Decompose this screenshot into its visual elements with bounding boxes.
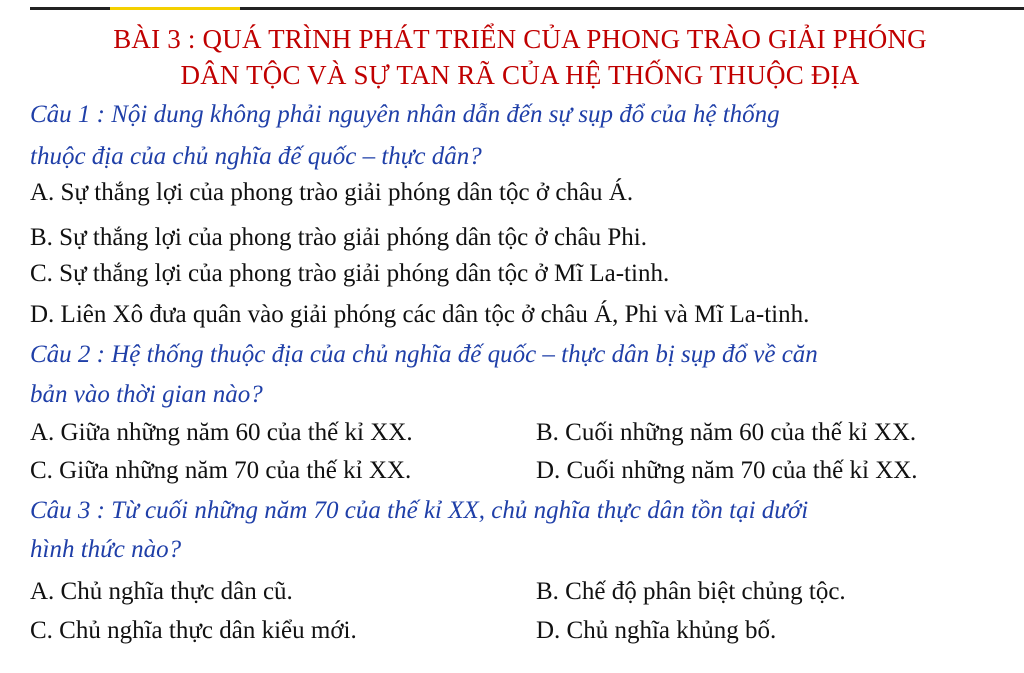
question-3-option-a: A. Chủ nghĩa thực dân cũ.	[30, 578, 293, 605]
question-3-option-b: B. Chế độ phân biệt chủng tộc.	[536, 578, 846, 605]
question-3-option-c: C. Chủ nghĩa thực dân kiểu mới.	[30, 617, 357, 644]
question-2-option-a: A. Giữa những năm 60 của thế kỉ XX.	[30, 419, 413, 446]
question-3-line1: Câu 3 : Từ cuối những năm 70 của thế kỉ XX, chủ nghĩa thực dân tồn tại dưới	[30, 497, 809, 524]
lesson-title-line2: DÂN TỘC VÀ SỰ TAN RÃ CỦA HỆ THỐNG THUỘC ĐỊA	[180, 60, 860, 90]
question-1-option-d: D. Liên Xô đưa quân vào giải phóng các dân tộc ở châu Á, Phi và Mĩ La-tinh.	[30, 301, 810, 328]
question-1-option-a: A. Sự thắng lợi của phong trào giải phóng dân tộc ở châu Á.	[30, 179, 634, 206]
question-1-line2: thuộc địa của chủ nghĩa đế quốc – thực dân?	[30, 143, 482, 170]
lesson-title-line1: BÀI 3 : QUÁ TRÌNH PHÁT TRIỂN CỦA PHONG TRÀO GIẢI PHÓNG	[113, 24, 927, 54]
question-1-option-b: B. Sự thắng lợi của phong trào giải phóng dân tộc ở châu Phi.	[30, 224, 647, 251]
question-1-line1: Câu 1 : Nội dung không phải nguyên nhân dẫn đến sự sụp đổ của hệ thống	[30, 101, 780, 128]
top-divider-accent	[110, 7, 240, 10]
question-3-option-d: D. Chủ nghĩa khủng bố.	[536, 617, 777, 644]
question-2-line2: bản vào thời gian nào?	[30, 381, 263, 408]
question-2-option-d: D. Cuối những năm 70 của thế kỉ XX.	[536, 457, 918, 484]
question-1-option-c: C. Sự thắng lợi của phong trào giải phóng dân tộc ở Mĩ La-tinh.	[30, 260, 670, 287]
question-3-line2: hình thức nào?	[30, 536, 182, 563]
question-2-option-c: C. Giữa những năm 70 của thế kỉ XX.	[30, 457, 412, 484]
question-2-line1: Câu 2 : Hệ thống thuộc địa của chủ nghĩa đế quốc – thực dân bị sụp đổ về căn	[30, 341, 818, 368]
question-2-option-b: B. Cuối những năm 60 của thế kỉ XX.	[536, 419, 917, 446]
